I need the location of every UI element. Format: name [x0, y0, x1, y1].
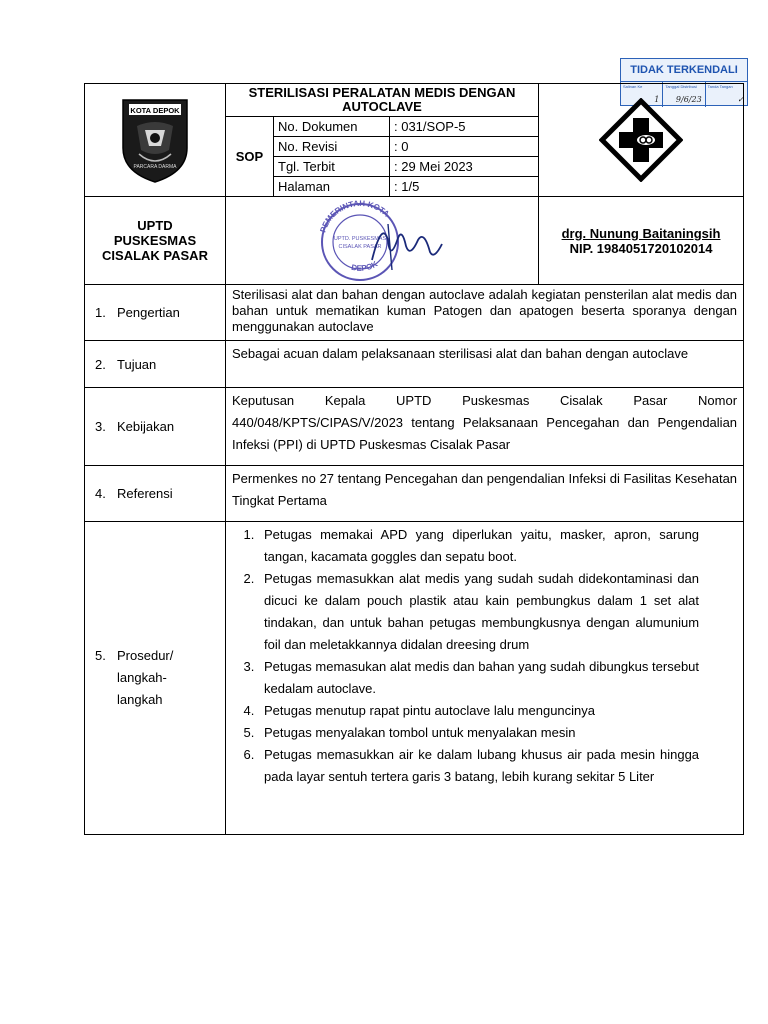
- procedure-steps-cell: [226, 522, 744, 835]
- section-label-line-3: langkah: [117, 692, 163, 707]
- section-number: 5.: [95, 648, 106, 663]
- seal-inner-2: CISALAK PASAR: [338, 243, 382, 250]
- procedure-step: 6. Petugas memasukkan air ke dalam lubang khusus air pada mesin hingga pada layar sentuh tertera garis 3 batang, lebih kurang sekitar 5 Liter: [258, 744, 699, 788]
- procedure-step: 2. Petugas memasukkan alat medis yang sudah sudah didekontaminasi dan dicuci ke dalam pouch plastik atau kain pembungkus dalam 1 set alat tindakan, dan untuk bahan petugas membungkusnya dengan alumunium foil dan meletakkannya didalan dreesing drum: [258, 568, 699, 656]
- puskesmas-logo-cell: [539, 84, 744, 197]
- org-line-1: UPTD: [137, 218, 173, 233]
- stamp-sign-value: ✓: [737, 95, 744, 104]
- section-label: Pengertian: [117, 305, 180, 320]
- section-number: 3.: [95, 419, 106, 434]
- section-label: Referensi: [117, 486, 173, 501]
- sop-table: [84, 83, 744, 835]
- city-logo-icon: [119, 96, 191, 184]
- stamp-copy-label: Salinan Ke: [623, 84, 643, 89]
- procedure-steps-list: [226, 524, 743, 788]
- section-text-referensi: Permenkes no 27 tentang Pencegahan dan pengendalian Infeksi di Fasilitas Kesehatan Tingkat Pertama: [226, 466, 744, 522]
- org-line-3: CISALAK PASAR: [102, 248, 208, 263]
- meta-value-page: : 1/5: [390, 177, 539, 197]
- section-label-line-2: langkah-: [117, 670, 167, 685]
- meta-value-revision: : 0: [390, 137, 539, 157]
- section-label-prosedur: [85, 522, 226, 835]
- procedure-step: 5. Petugas menyalakan tombol untuk menyalakan mesin: [258, 722, 699, 744]
- section-label-pengertian: [85, 285, 226, 341]
- signer-name: drg. Nunung Baitaningsih: [561, 225, 721, 241]
- section-label: Kebijakan: [117, 419, 175, 434]
- seal-inner-1: UPTD. PUSKESMAS: [333, 235, 387, 242]
- stamp-title: TIDAK TERKENDALI: [621, 59, 747, 82]
- procedure-step: 1. Petugas memakai APD yang diperlukan yaitu, masker, apron, sarung tangan, kacamata goggles dan sepatu boot.: [258, 524, 699, 568]
- meta-value-issue-date: : 29 Mei 2023: [390, 157, 539, 177]
- meta-key-page: Halaman: [274, 177, 390, 197]
- meta-value-document-number: : 031/SOP-5: [390, 117, 539, 137]
- stamp-date-label: Tanggal Distribusi: [665, 84, 697, 89]
- section-label-referensi: [85, 466, 226, 522]
- signer-cell: [539, 197, 744, 285]
- meta-key-issue-date: Tgl. Terbit: [274, 157, 390, 177]
- document-title: STERILISASI PERALATAN MEDIS DENGAN AUTOCLAVE: [226, 84, 539, 117]
- seal-ring-top: PEMERINTAH KOTA: [318, 199, 391, 234]
- signer-nip: NIP. 1984051720102014: [569, 240, 713, 256]
- section-text-tujuan: Sebagai acuan dalam pelaksanaan sterilisasi alat dan bahan dengan autoclave: [226, 341, 744, 388]
- seal-signature-cell: [226, 197, 539, 285]
- stamp-copy-value: 1: [654, 95, 660, 104]
- org-line-2: PUSKESMAS: [113, 233, 197, 248]
- section-text-kebijakan: Keputusan Kepala UPTD Puskesmas Cisalak Pasar Nomor 440/048/KPTS/CIPAS/V/2023 tentang Pelaksanaan Pencegahan dan Pengendalian Infeksi (PPI) di UPTD Puskesmas Cisalak Pasar: [226, 388, 744, 466]
- procedure-step: 3. Petugas memasukan alat medis dan bahan yang sudah dibungkus tersebut kedalam autoclave.: [258, 656, 699, 700]
- stamp-sign-label: Tanda Tangan: [707, 84, 733, 89]
- section-number: 1.: [95, 305, 106, 320]
- section-number: 4.: [95, 486, 106, 501]
- city-logo-motto: PARCARA DARMA: [133, 164, 177, 170]
- organization-name: [85, 197, 226, 285]
- section-text-pengertian: Sterilisasi alat dan bahan dengan autoclave adalah kegiatan pensterilan alat medis dan bahan untuk mematikan kuman Patogen dan apatogen beserta sporanya dengan menggunakan autoclave: [226, 285, 744, 341]
- city-logo-cell: [85, 84, 226, 197]
- section-label-tujuan: [85, 341, 226, 388]
- procedure-step: 4. Petugas menutup rapat pintu autoclave lalu menguncinya: [258, 700, 699, 722]
- official-seal-icon: [302, 200, 462, 282]
- seal-ring-bottom: DEPOK: [350, 258, 380, 273]
- stamp-date-value: 9/6/23: [675, 95, 702, 104]
- puskesmas-logo-icon: [599, 98, 683, 182]
- meta-key-document-number: No. Dokumen: [274, 117, 390, 137]
- section-label: Tujuan: [117, 356, 157, 372]
- section-label-kebijakan: [85, 388, 226, 466]
- section-label-line-1: Prosedur/: [117, 648, 174, 663]
- sop-label: SOP: [226, 117, 274, 197]
- city-logo-label: KOTA DEPOK: [130, 106, 180, 115]
- section-number: 2.: [95, 356, 106, 372]
- meta-key-revision: No. Revisi: [274, 137, 390, 157]
